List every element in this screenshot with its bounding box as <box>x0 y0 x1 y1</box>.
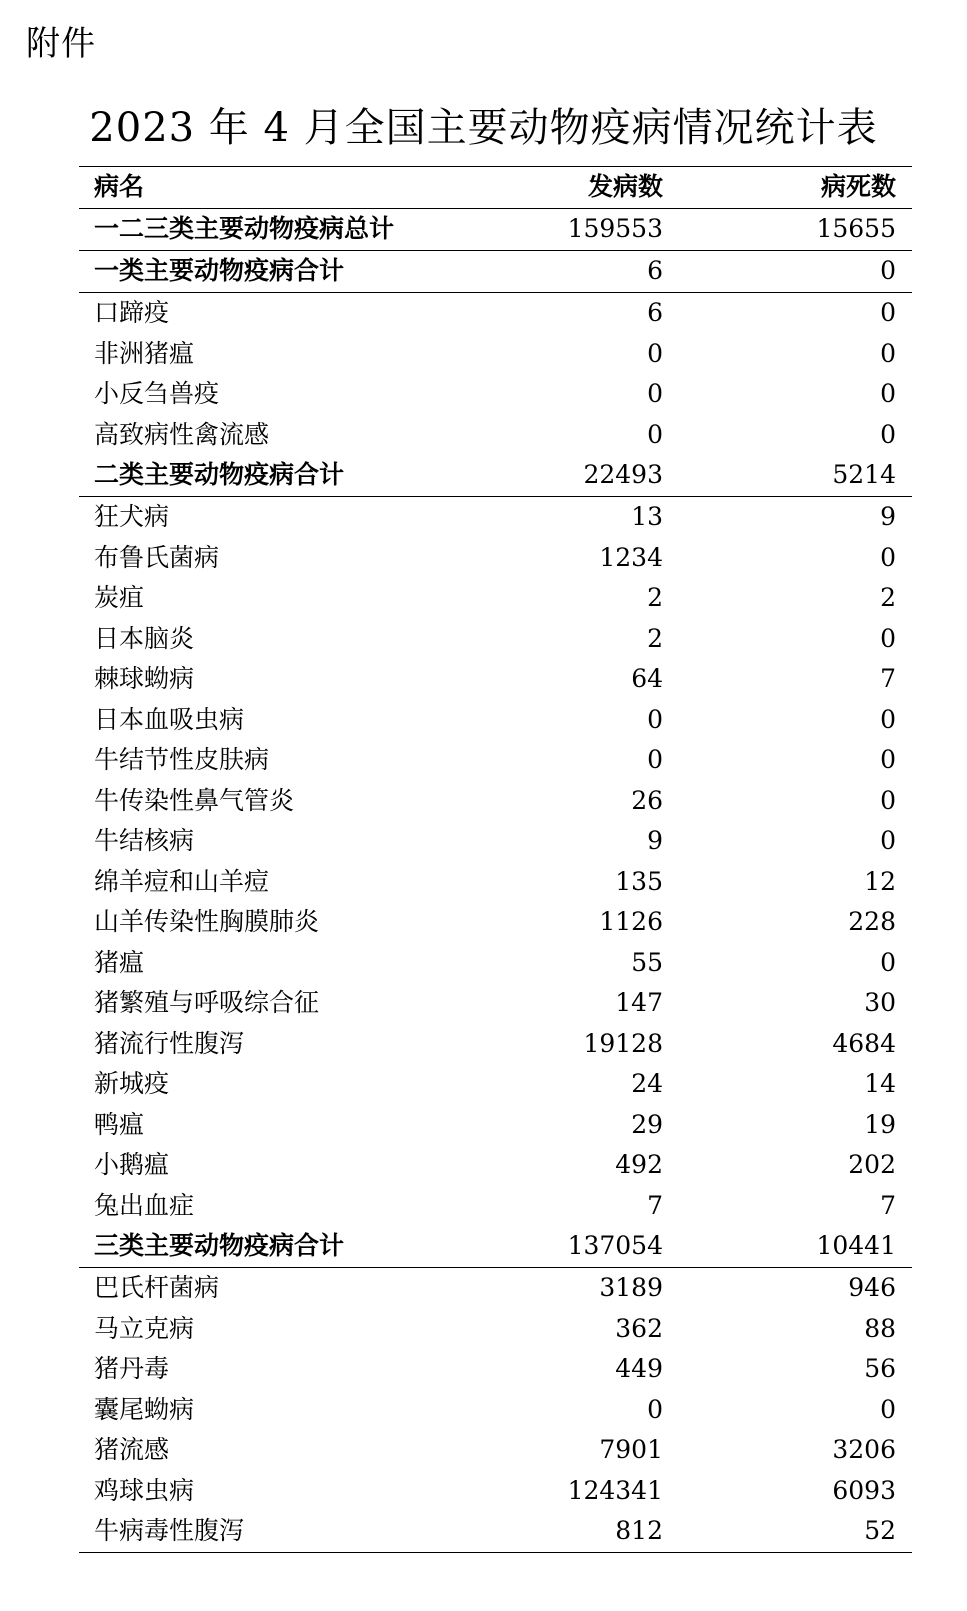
disease-name-cell: 棘球蚴病 <box>94 664 195 693</box>
table-row <box>79 1390 912 1431</box>
deaths-cell: 52 <box>864 1516 896 1545</box>
disease-name-cell: 布鲁氏菌病 <box>94 542 220 572</box>
document-title: 2023 年 4 月全国主要动物疫病情况统计表 <box>89 105 878 151</box>
table-row <box>79 1511 912 1552</box>
deaths-cell: 12 <box>864 866 896 896</box>
deaths-cell: 14 <box>864 1069 896 1098</box>
table-header-row <box>79 167 912 209</box>
cases-cell: 0 <box>647 338 663 368</box>
table-row <box>79 1309 912 1350</box>
disease-name-cell: 马立克病 <box>94 1313 195 1343</box>
deaths-cell: 0 <box>880 338 896 368</box>
deaths-cell: 0 <box>880 745 896 774</box>
table-row <box>79 943 912 984</box>
disease-name-cell: 山羊传染性胸膜肺炎 <box>94 907 320 936</box>
table-row <box>79 740 912 781</box>
cases-cell: 1234 <box>599 542 663 572</box>
cases-cell: 29 <box>631 1109 663 1139</box>
disease-name-cell: 猪流行性腹泻 <box>94 1028 245 1058</box>
table-row <box>79 334 912 375</box>
disease-name-cell: 囊尾蚴病 <box>94 1394 195 1424</box>
cases-cell: 0 <box>647 704 663 734</box>
cases-cell: 0 <box>647 745 663 774</box>
disease-name-cell: 口蹄疫 <box>94 298 170 327</box>
cases-cell: 492 <box>615 1150 663 1179</box>
deaths-cell: 3206 <box>832 1435 896 1464</box>
cases-cell: 7901 <box>599 1435 663 1464</box>
cases-cell: 2 <box>647 623 663 653</box>
cases-cell: 6 <box>647 256 663 285</box>
deaths-cell: 202 <box>848 1150 896 1179</box>
disease-name-cell: 三类主要动物疫病合计 <box>94 1231 345 1260</box>
cases-cell: 812 <box>615 1516 663 1545</box>
table-row <box>79 821 912 862</box>
cases-cell: 26 <box>631 785 663 815</box>
cases-cell: 135 <box>615 866 663 896</box>
disease-name-cell: 新城疫 <box>94 1069 170 1098</box>
cases-cell: 159553 <box>567 214 663 243</box>
disease-name-cell: 一类主要动物疫病合计 <box>94 256 345 285</box>
disease-name-cell: 小反刍兽疫 <box>94 379 220 408</box>
disease-name-cell: 猪流感 <box>94 1435 170 1464</box>
deaths-cell: 10441 <box>816 1231 896 1260</box>
table-row <box>79 862 912 903</box>
table-summary-row <box>79 455 912 497</box>
table-row <box>79 700 912 741</box>
cases-cell: 0 <box>647 419 663 449</box>
cases-cell: 13 <box>631 502 663 531</box>
deaths-cell: 0 <box>880 785 896 815</box>
table-row <box>79 1430 912 1471</box>
disease-name-cell: 小鹅瘟 <box>94 1150 170 1179</box>
cases-cell: 1126 <box>599 907 663 936</box>
table-row <box>79 659 912 700</box>
cases-cell: 6 <box>647 298 663 327</box>
cases-cell: 362 <box>615 1313 663 1343</box>
deaths-cell: 0 <box>880 542 896 572</box>
deaths-cell: 0 <box>880 298 896 327</box>
disease-name-cell: 日本血吸虫病 <box>94 704 245 734</box>
attachment-label: 附件 <box>26 24 96 64</box>
table-row <box>79 619 912 660</box>
disease-name-cell: 日本脑炎 <box>94 623 195 653</box>
table-row <box>79 983 912 1024</box>
disease-name-cell: 巴氏杆菌病 <box>94 1273 220 1302</box>
table-row <box>79 1064 912 1105</box>
cases-cell: 0 <box>647 379 663 408</box>
deaths-cell: 0 <box>880 419 896 449</box>
deaths-cell: 0 <box>880 947 896 977</box>
deaths-cell: 9 <box>880 502 896 531</box>
table-row <box>79 781 912 822</box>
deaths-cell: 30 <box>864 988 896 1017</box>
cases-cell: 0 <box>647 1394 663 1424</box>
disease-name-cell: 牛传染性鼻气管炎 <box>94 785 295 815</box>
disease-name-cell: 一二三类主要动物疫病总计 <box>94 214 395 243</box>
cases-cell: 137054 <box>567 1231 663 1260</box>
table-row <box>79 415 912 456</box>
cases-cell: 22493 <box>583 460 663 489</box>
table-row <box>79 1145 912 1186</box>
cases-cell: 147 <box>615 988 663 1017</box>
disease-name-cell: 二类主要动物疫病合计 <box>94 460 345 489</box>
deaths-cell: 19 <box>864 1109 896 1139</box>
cases-cell: 19128 <box>583 1028 663 1058</box>
disease-name-cell: 牛病毒性腹泻 <box>94 1516 245 1545</box>
disease-name-cell: 牛结核病 <box>94 826 195 855</box>
disease-name-cell: 炭疽 <box>94 583 145 612</box>
deaths-cell: 228 <box>848 907 896 936</box>
deaths-cell: 0 <box>880 704 896 734</box>
deaths-cell: 946 <box>848 1273 896 1302</box>
disease-name-cell: 绵羊痘和山羊痘 <box>94 866 270 896</box>
deaths-cell: 15655 <box>816 214 896 243</box>
deaths-cell: 4684 <box>832 1028 896 1058</box>
cases-cell: 7 <box>647 1190 663 1220</box>
disease-name-cell: 牛结节性皮肤病 <box>94 745 270 774</box>
cases-cell: 124341 <box>567 1475 663 1505</box>
disease-name-cell: 兔出血症 <box>94 1190 195 1220</box>
deaths-cell: 2 <box>880 583 896 612</box>
deaths-cell: 56 <box>864 1354 896 1383</box>
table-summary-row <box>79 1226 912 1268</box>
cases-cell: 2 <box>647 583 663 612</box>
disease-statistics-table <box>79 166 912 1553</box>
table-summary-row <box>79 251 912 293</box>
table-row <box>79 538 912 579</box>
deaths-cell: 7 <box>880 664 896 693</box>
table-row <box>79 1105 912 1146</box>
disease-name-cell: 猪繁殖与呼吸综合征 <box>94 988 320 1017</box>
table-row <box>79 1186 912 1227</box>
table-row <box>79 902 912 943</box>
table-row <box>79 1268 912 1309</box>
disease-name-cell: 猪丹毒 <box>94 1354 170 1383</box>
cases-cell: 24 <box>631 1069 663 1098</box>
deaths-cell: 0 <box>880 379 896 408</box>
disease-name-cell: 鸭瘟 <box>94 1109 145 1139</box>
header-disease-name: 病名 <box>94 172 145 201</box>
disease-name-cell: 高致病性禽流感 <box>94 419 270 449</box>
deaths-cell: 6093 <box>832 1475 896 1505</box>
header-cases: 发病数 <box>587 172 663 201</box>
disease-name-cell: 鸡球虫病 <box>94 1475 195 1505</box>
table-row <box>79 293 912 334</box>
disease-name-cell: 猪瘟 <box>94 947 145 977</box>
table-summary-row <box>79 209 912 251</box>
cases-cell: 55 <box>631 947 663 977</box>
deaths-cell: 0 <box>880 256 896 285</box>
table-row <box>79 374 912 415</box>
table-row <box>79 1471 912 1512</box>
cases-cell: 3189 <box>599 1273 663 1302</box>
cases-cell: 9 <box>647 826 663 855</box>
disease-name-cell: 非洲猪瘟 <box>94 338 195 368</box>
cases-cell: 449 <box>615 1354 663 1383</box>
table-row <box>79 497 912 538</box>
table-row <box>79 578 912 619</box>
disease-name-cell: 狂犬病 <box>94 502 170 531</box>
deaths-cell: 0 <box>880 826 896 855</box>
cases-cell: 64 <box>631 664 663 693</box>
deaths-cell: 88 <box>864 1313 896 1343</box>
header-deaths: 病死数 <box>820 172 896 201</box>
deaths-cell: 7 <box>880 1190 896 1220</box>
table-body <box>79 209 912 1552</box>
deaths-cell: 0 <box>880 623 896 653</box>
deaths-cell: 0 <box>880 1394 896 1424</box>
table-row <box>79 1024 912 1065</box>
deaths-cell: 5214 <box>832 460 896 489</box>
table-row <box>79 1349 912 1390</box>
